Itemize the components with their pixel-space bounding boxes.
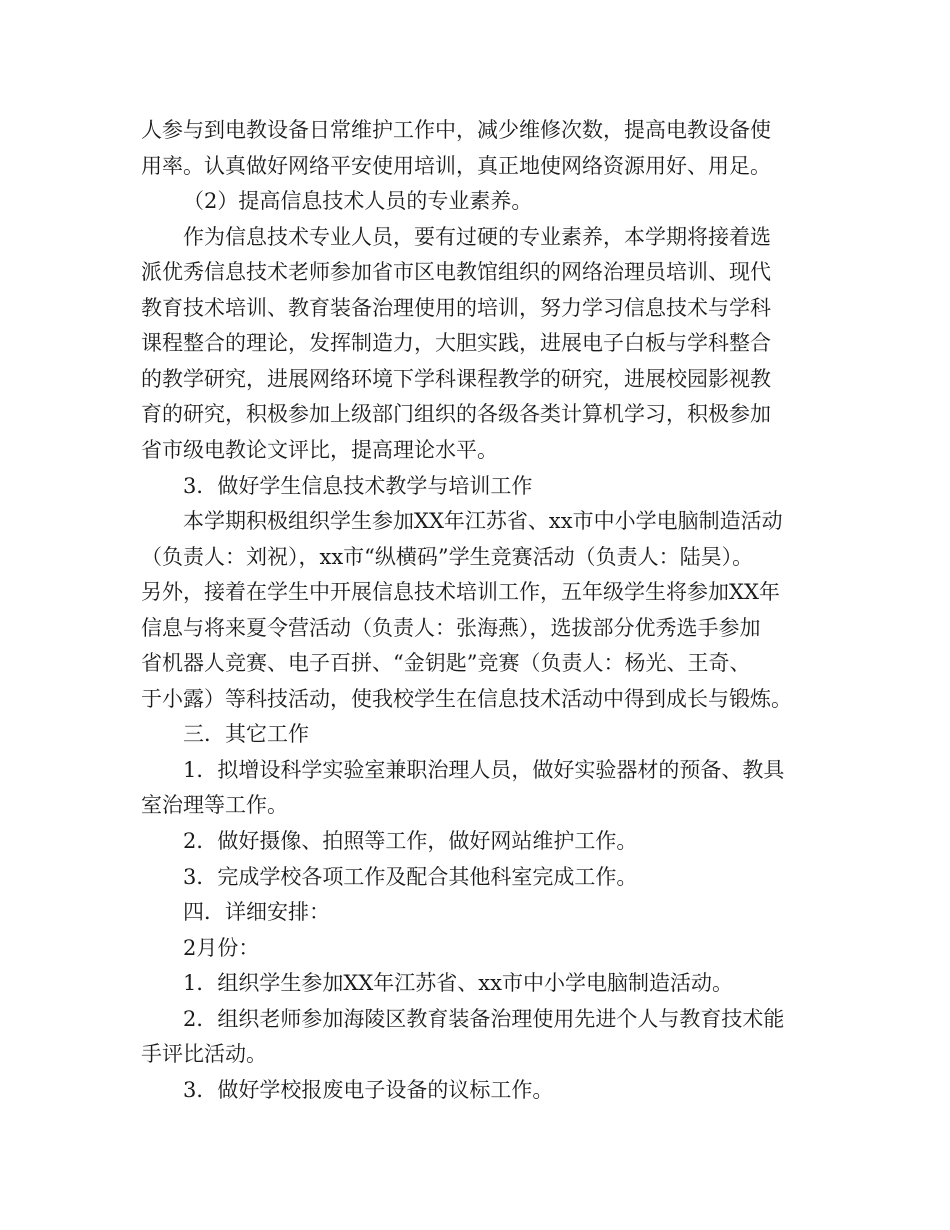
- text-line: （负责人：刘祝），xx市“纵横码”学生竞赛活动（负责人：陆昊）。: [141, 545, 754, 569]
- text-line: 3．完成学校各项工作及配合其他科室完成工作。: [183, 865, 638, 889]
- text-line: 人参与到电教设备日常维护工作中，减少维修次数，提高电教设备使: [141, 118, 771, 142]
- section-heading: 四．详细安排：: [183, 900, 330, 924]
- text-line: 作为信息技术专业人员，要有过硬的专业素养，本学期将接着选: [183, 225, 771, 249]
- text-line: 派优秀信息技术老师参加省市区电教馆组织的网络治理员培训、现代: [141, 260, 771, 284]
- text-line: 省市级电教论文评比，提高理论水平。: [141, 438, 498, 462]
- text-line: 手评比活动。: [141, 1042, 267, 1066]
- text-line: 于小露）等科技活动，使我校学生在信息技术活动中得到成长与锻炼。: [141, 687, 792, 711]
- text-line: 1．拟增设科学实验室兼职治理人员，做好实验器材的预备、教具: [183, 758, 785, 782]
- text-line: 1．组织学生参加XX年江苏省、xx市中小学电脑制造活动。: [183, 971, 733, 995]
- text-line: 育的研究，积极参加上级部门组织的各级各类计算机学习，积极参加: [141, 402, 771, 426]
- text-line: 2．组织老师参加海陵区教育装备治理使用先进个人与教育技术能: [183, 1007, 785, 1031]
- subsection-heading: （2）提高信息技术人员的专业素养。: [183, 189, 533, 213]
- text-line: 信息与将来夏令营活动（负责人：张海燕），选拔部分优秀选手参加: [141, 616, 761, 640]
- text-line: 课程整合的理论，发挥制造力，大胆实践，进展电子白板与学科整合: [141, 331, 771, 355]
- text-line: 教育技术培训、教育装备治理使用的培训，努力学习信息技术与学科: [141, 296, 771, 320]
- subsection-heading: 3．做好学生信息技术教学与培训工作: [183, 474, 533, 498]
- text-line: 省机器人竞赛、电子百拼、“金钥匙”竞赛（负责人：杨光、王奇、: [141, 651, 751, 675]
- text-line: 另外，接着在学生中开展信息技术培训工作，五年级学生将参加XX年: [141, 580, 780, 604]
- month-heading: 2月份：: [183, 936, 260, 960]
- text-line: 3．做好学校报废电子设备的议标工作。: [183, 1078, 554, 1102]
- text-line: 2．做好摄像、拍照等工作，做好网站维护工作。: [183, 829, 638, 853]
- text-line: 用率。认真做好网络平安使用培训，真正地使网络资源用好、用足。: [141, 154, 771, 178]
- text-line: 的教学研究，进展网络环境下学科课程教学的研究，进展校园影视教: [141, 367, 771, 391]
- section-heading: 三．其它工作: [183, 722, 309, 746]
- text-line: 室治理等工作。: [141, 793, 288, 817]
- text-line: 本学期积极组织学生参加XX年江苏省、xx市中小学电脑制造活动: [183, 509, 783, 533]
